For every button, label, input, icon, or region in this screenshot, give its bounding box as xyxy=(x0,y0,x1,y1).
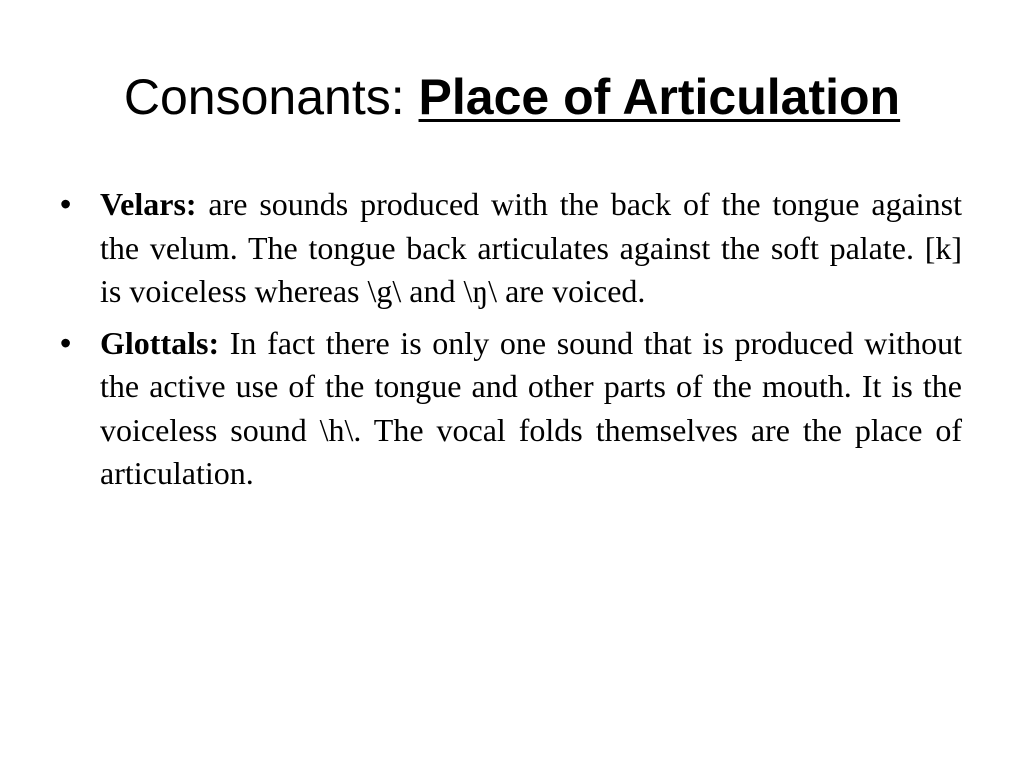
bullet-term: Velars: xyxy=(100,186,197,222)
bullet-item-velars xyxy=(60,183,962,314)
slide-title xyxy=(0,62,1024,132)
bullet-item-glottals xyxy=(60,322,962,496)
bullet-list xyxy=(60,183,962,504)
title-emphasis: Place of Articulation xyxy=(418,69,901,125)
bullet-icon: • xyxy=(60,186,72,222)
bullet-text: are sounds produced with the back of the tongue against the velum. The tongue back articulates against the soft palate. [k] is voiceless whereas \g\ and \ŋ\ are voiced. xyxy=(100,186,962,309)
title-prefix: Consonants: xyxy=(123,69,419,125)
bullet-term: Glottals: xyxy=(100,324,220,361)
bullet-text: In fact there is only one sound that is produced without the active use of the tongue and other parts of the mouth. It is the voiceless sound \h\. The vocal folds themselves are the place of articulation. xyxy=(100,324,962,491)
bullet-icon: • xyxy=(60,324,72,361)
